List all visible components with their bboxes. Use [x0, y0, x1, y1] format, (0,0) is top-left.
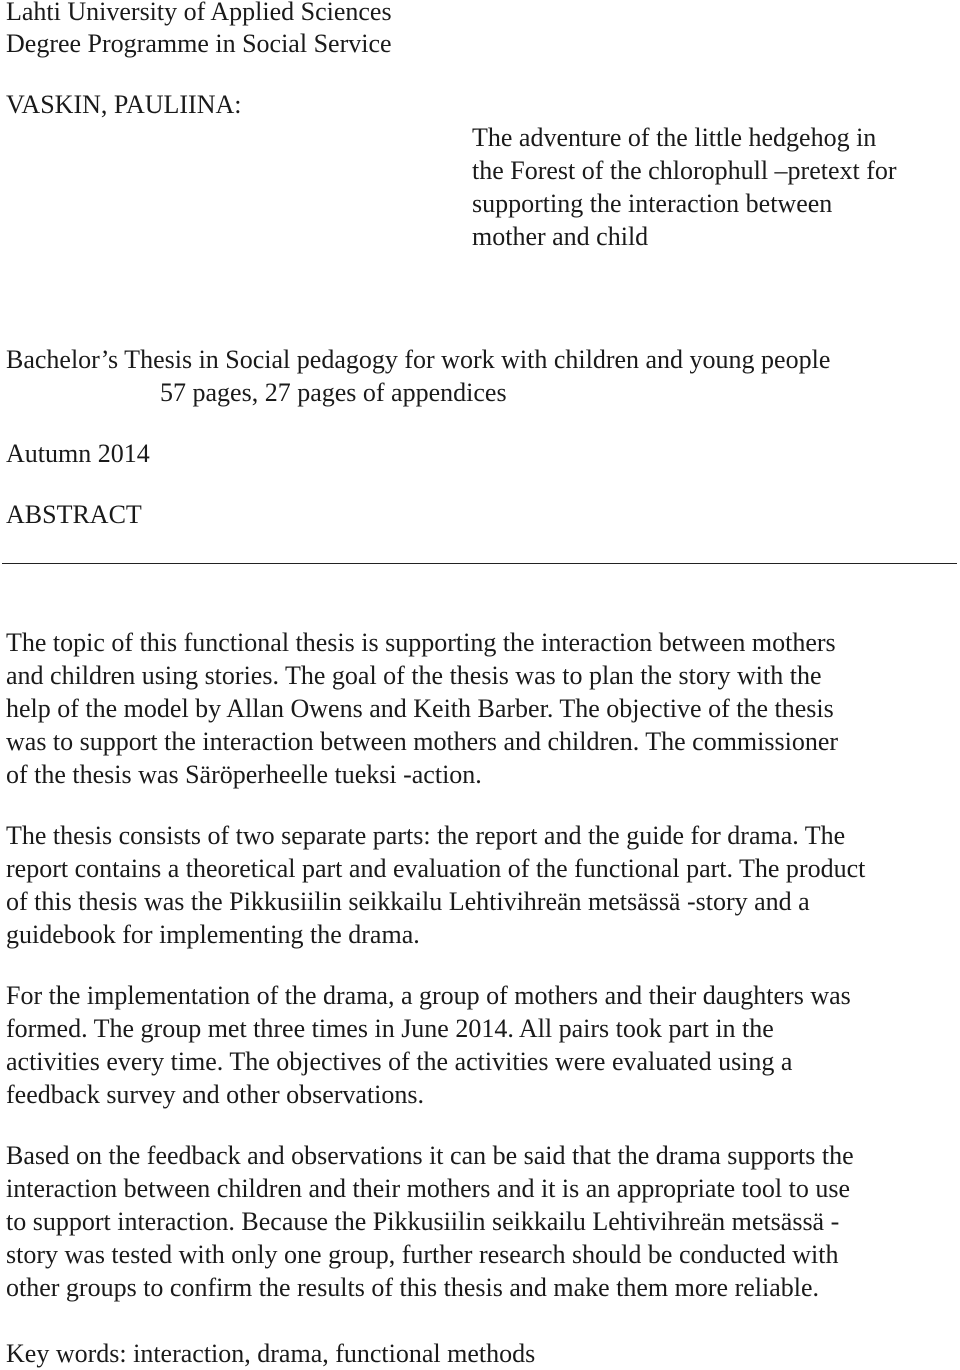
abstract-paragraph	[6, 819, 956, 951]
text-line: was to support the interaction between mothers and children. The commissioner	[6, 727, 839, 756]
text-line: interaction between children and their mothers and it is an appropriate tool to use	[6, 1174, 851, 1203]
text-line: The topic of this functional thesis is supporting the interaction between mothers	[6, 628, 836, 657]
title-line: the Forest of the chlorophull –pretext for	[472, 156, 897, 185]
keywords: Key words: interaction, drama, functional methods	[6, 1339, 536, 1368]
author-name: VASKIN, PAULIINA:	[6, 90, 242, 119]
text-line: of this thesis was the Pikkusiilin seikkailu Lehtivihreän metsässä -story and a	[6, 887, 810, 916]
text-line: other groups to confirm the results of this thesis and make them more reliable.	[6, 1273, 820, 1302]
title-line: mother and child	[472, 222, 649, 251]
text-line: story was tested with only one group, further research should be conducted with	[6, 1240, 839, 1269]
abstract-heading: ABSTRACT	[6, 500, 142, 529]
university-name: Lahti University of Applied Sciences	[6, 0, 392, 26]
abstract-body	[6, 626, 956, 1332]
title-line: The adventure of the little hedgehog in	[472, 123, 877, 152]
text-line: and children using stories. The goal of the thesis was to plan the story with the	[6, 661, 822, 690]
text-line: The thesis consists of two separate parts: the report and the guide for drama. The	[6, 821, 846, 850]
text-line: Based on the feedback and observations it can be said that the drama supports the	[6, 1141, 854, 1170]
degree-programme: Degree Programme in Social Service	[6, 29, 392, 58]
abstract-paragraph	[6, 626, 956, 791]
text-line: formed. The group met three times in June 2014. All pairs took part in the	[6, 1014, 774, 1043]
text-line: help of the model by Allan Owens and Keith Barber. The objective of the thesis	[6, 694, 834, 723]
thesis-type: Bachelor’s Thesis in Social pedagogy for work with children and young people	[6, 345, 831, 374]
text-line: of the thesis was Säröperheelle tueksi -action.	[6, 760, 482, 789]
text-line: to support interaction. Because the Pikkusiilin seikkailu Lehtivihreän metsässä -	[6, 1207, 840, 1236]
abstract-paragraph	[6, 979, 956, 1111]
term: Autumn 2014	[6, 439, 150, 468]
text-line: guidebook for implementing the drama.	[6, 920, 420, 949]
text-line: For the implementation of the drama, a group of mothers and their daughters was	[6, 981, 851, 1010]
title-line: supporting the interaction between	[472, 189, 833, 218]
text-line: activities every time. The objectives of the activities were evaluated using a	[6, 1047, 793, 1076]
text-line: feedback survey and other observations.	[6, 1080, 425, 1109]
abstract-paragraph	[6, 1139, 956, 1304]
text-line: report contains a theoretical part and evaluation of the functional part. The product	[6, 854, 866, 883]
thesis-title	[472, 121, 952, 253]
page-count: 57 pages, 27 pages of appendices	[160, 378, 507, 407]
divider	[2, 563, 957, 564]
